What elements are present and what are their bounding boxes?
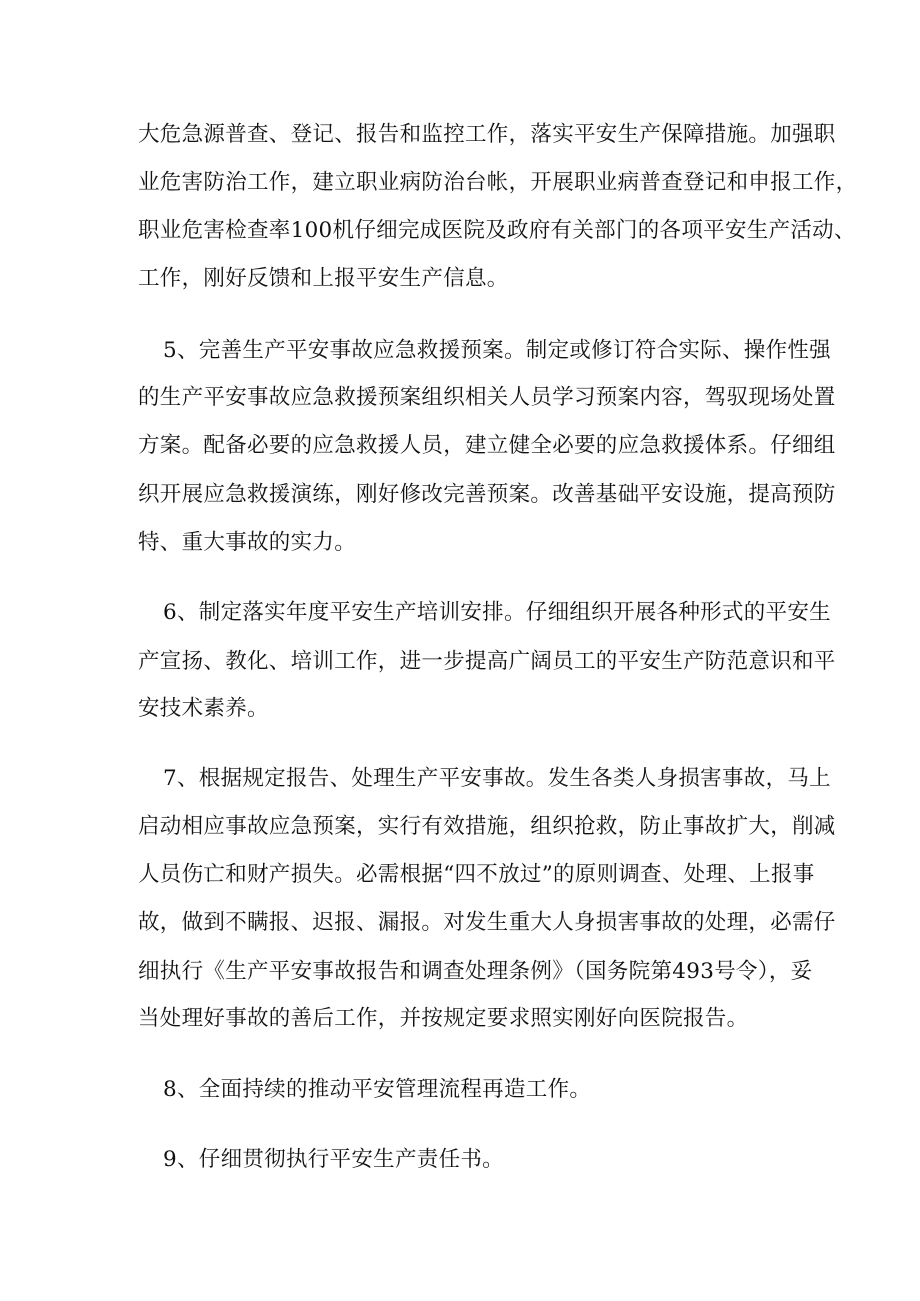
text-line: 人员伤亡和财产损失。必需根据“四不放过”的原则调查、处理、上报事: [138, 862, 815, 887]
text-line: 职业危害检查率100机仔细完成医院及政府有关部门的各项平安生产活动、: [138, 218, 856, 243]
text-line: 当处理好事故的善后工作，并按规定要求照实刚好向医院报告。: [138, 1006, 749, 1031]
text-line: 特、重大事故的实力。: [138, 530, 357, 555]
text-line: 6、制定落实年度平安生产培训安排。仔细组织开展各种形式的平安生: [163, 600, 831, 625]
text-line: 9、仔细贯彻执行平安生产责任书。: [163, 1147, 504, 1172]
text-line: 大危急源普查、登记、报告和监控工作，落实平安生产保障措施。加强职: [138, 122, 836, 147]
text-line: 8、全面持续的推动平安管理流程再造工作。: [163, 1077, 592, 1102]
text-line: 5、完善生产平安事故应急救援预案。制定或修订符合实际、操作性强: [163, 338, 831, 363]
text-line: 工作，刚好反馈和上报平安生产信息。: [138, 266, 509, 291]
text-line: 安技术素养。: [138, 696, 269, 721]
text-line: 的生产平安事故应急救援预案组织相关人员学习预案内容，驾驭现场处置: [138, 385, 836, 410]
text-line: 织开展应急救援演练，刚好修改完善预案。改善基础平安设施，提高预防: [138, 482, 836, 507]
text-line: 细执行《生产平安事故报告和调查处理条例》（国务院第493号令），妥: [138, 959, 813, 984]
text-line: 启动相应事故应急预案，实行有效措施，组织抢救，防止事故扩大，削减: [138, 814, 836, 839]
text-line: 产宣扬、教化、培训工作，进一步提高广阔员工的平安生产防范意识和平: [138, 649, 836, 674]
text-line: 业危害防治工作，建立职业病防治台帐，开展职业病普查登记和申报工作，: [138, 170, 858, 195]
text-line: 方案。配备必要的应急救援人员，建立健全必要的应急救援体系。仔细组: [138, 433, 836, 458]
text-line: 故，做到不瞒报、迟报、漏报。对发生重大人身损害事故的处理，必需仔: [138, 910, 836, 935]
text-line: 7、根据规定报告、处理生产平安事故。发生各类人身损害事故，马上: [163, 766, 831, 791]
